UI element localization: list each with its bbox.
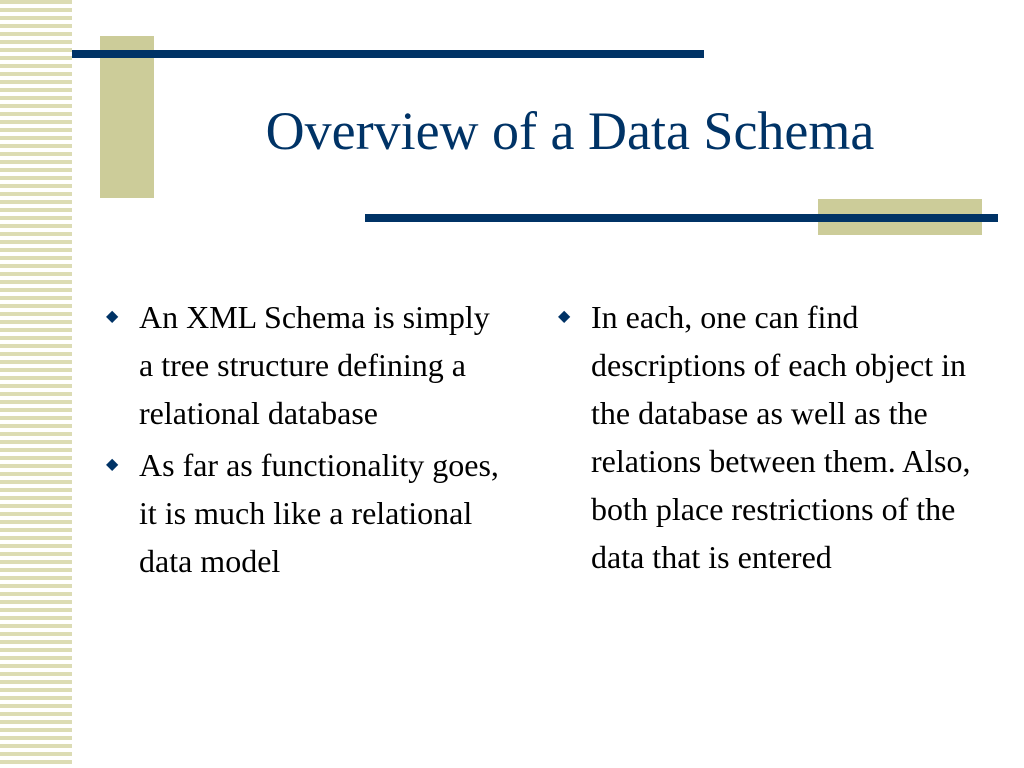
bullet-item: [556, 293, 976, 581]
left-bullet-list: [104, 293, 504, 589]
bullet-text: An XML Schema is simply a tree structure defining a relational database: [139, 299, 490, 431]
diamond-bullet-icon: ◆: [558, 308, 571, 325]
title-rule-bottom: [365, 214, 998, 222]
bullet-item: [104, 293, 504, 437]
bullet-item: [104, 441, 504, 585]
title-rule-top: [72, 50, 704, 58]
accent-block-left: [100, 36, 154, 198]
diamond-bullet-icon: ◆: [106, 308, 119, 325]
bullet-text: In each, one can find descriptions of each object in the database as well as the relations between them. Also, both place restrictions of the data that is entered: [591, 299, 971, 575]
diamond-bullet-icon: ◆: [106, 456, 119, 473]
right-bullet-list: [556, 293, 976, 585]
bullet-text: As far as functionality goes, it is much like a relational data model: [139, 447, 499, 579]
striped-side-bar: [0, 0, 72, 768]
slide-title: Overview of a Data Schema: [265, 101, 875, 161]
